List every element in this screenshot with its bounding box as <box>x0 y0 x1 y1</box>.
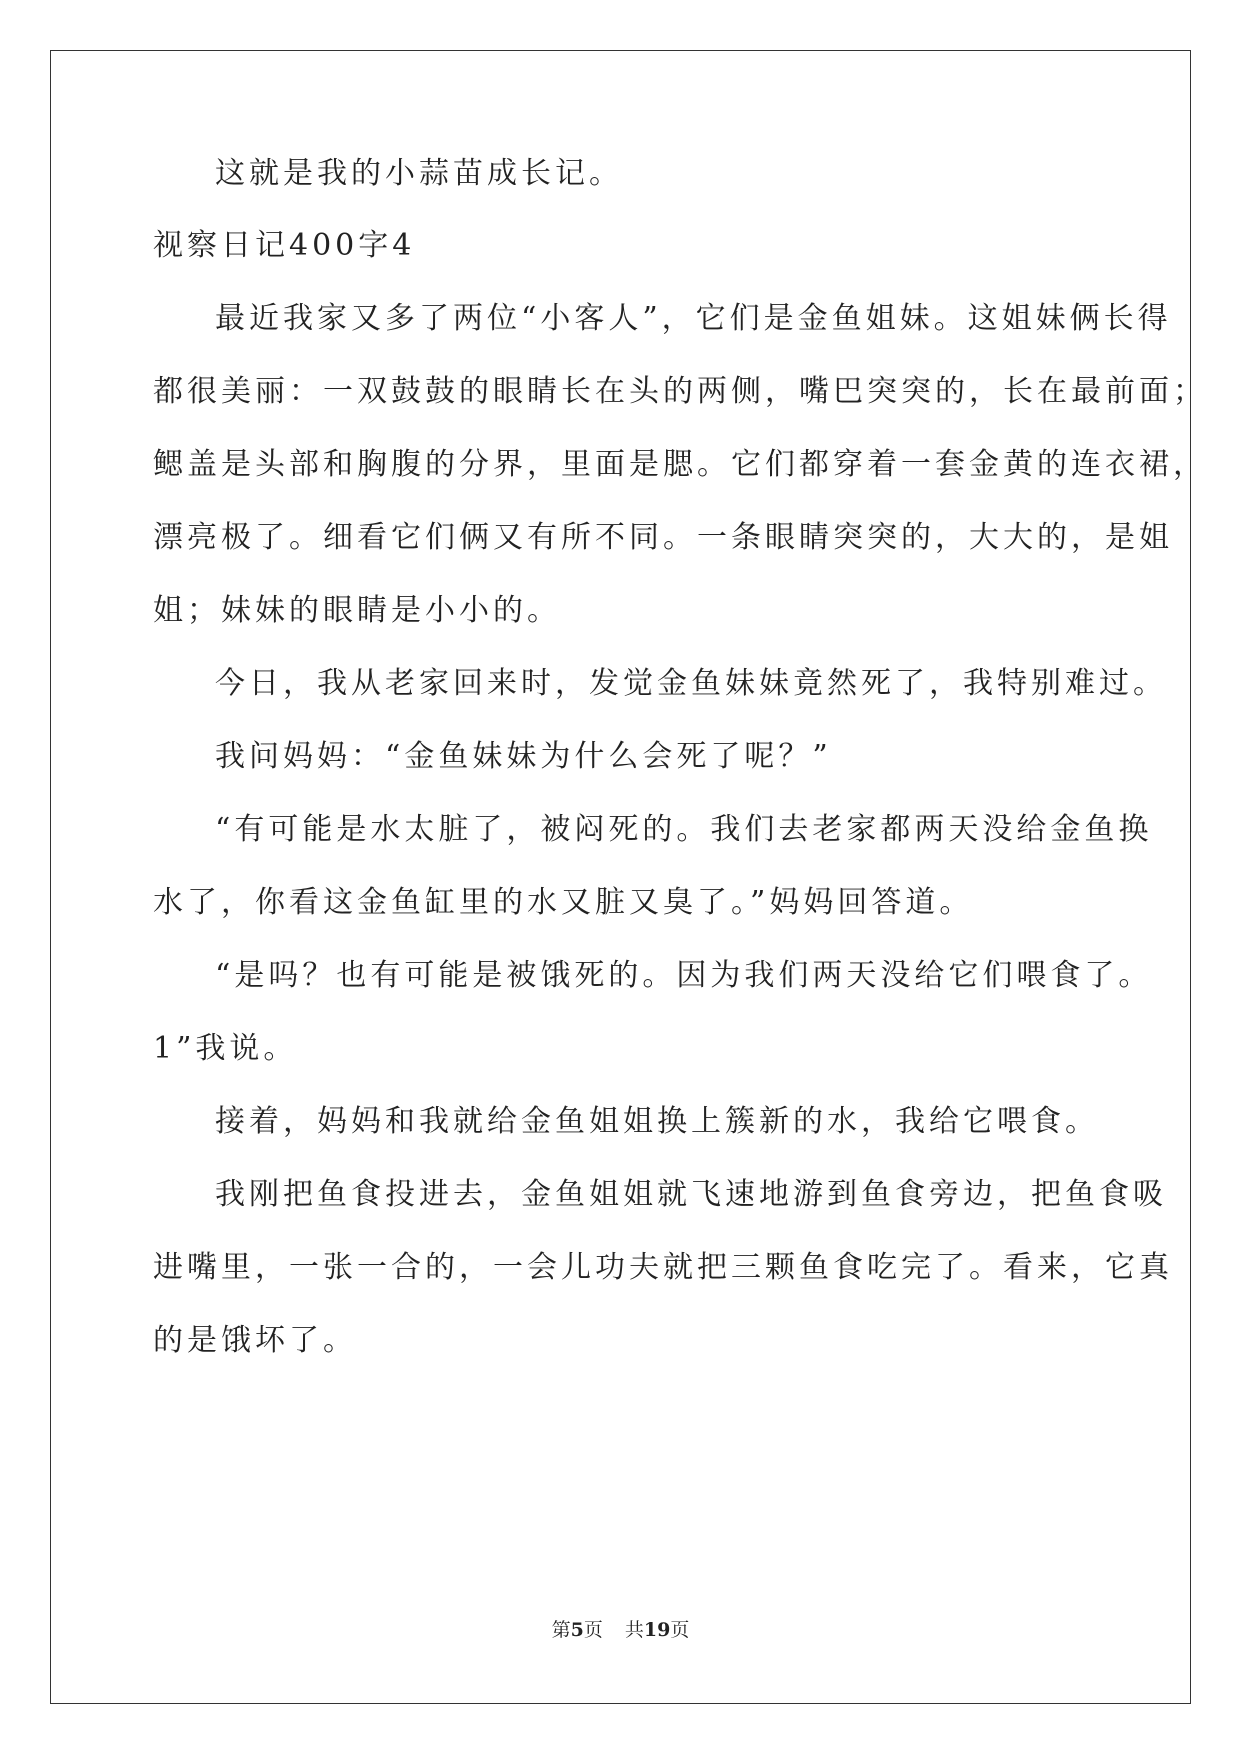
paragraph-line: 接着，妈妈和我就给金鱼姐姐换上簇新的水，我给它喂食。 <box>215 1104 1099 1139</box>
paragraph-line: 这就是我的小蒜苗成长记。 <box>215 156 623 191</box>
total-pages: 19 <box>643 1619 671 1641</box>
paragraph-line: 鳃盖是头部和胸腹的分界，里面是腮。它们都穿着一套金黄的连衣裙， <box>153 447 1207 482</box>
paragraph-line: 进嘴里，一张一合的，一会儿功夫就把三颗鱼食吃完了。看来，它真 <box>153 1250 1173 1285</box>
paragraph-line: 我刚把鱼食投进去，金鱼姐姐就飞速地游到鱼食旁边，把鱼食吸 <box>215 1177 1167 1212</box>
paragraph-line: 今日，我从老家回来时，发觉金鱼妹妹竟然死了，我特别难过。 <box>215 666 1167 701</box>
paragraph-line: 都很美丽：一双鼓鼓的眼睛长在头的两侧，嘴巴突突的，长在最前面； <box>153 374 1207 409</box>
paragraph-line: “有可能是水太脏了，被闷死的。我们去老家都两天没给金鱼换 <box>215 812 1153 847</box>
paragraph-line: 我问妈妈：“金鱼妹妹为什么会死了呢？” <box>215 739 832 774</box>
paragraph-line: 最近我家又多了两位“小客人”，它们是金鱼姐妹。这姐妹俩长得 <box>215 301 1172 336</box>
total-suffix: 页 <box>670 1619 690 1641</box>
page-number: 5 <box>570 1619 584 1641</box>
page-suffix: 页 <box>583 1619 603 1641</box>
paragraph-line: 1”我说。 <box>153 1031 298 1066</box>
total-prefix: 共 <box>624 1619 644 1641</box>
paragraph-line: “是吗？也有可能是被饿死的。因为我们两天没给它们喂食了。 <box>215 958 1153 993</box>
paragraph-line: 姐；妹妹的眼睛是小小的。 <box>153 593 561 628</box>
paragraph-line: 的是饿坏了。 <box>153 1323 357 1358</box>
paragraph-line: 漂亮极了。细看它们俩又有所不同。一条眼睛突突的，大大的，是姐 <box>153 520 1173 555</box>
page-footer <box>0 1618 1241 1642</box>
paragraph-line: 水了，你看这金鱼缸里的水又脏又臭了。”妈妈回答道。 <box>153 885 974 920</box>
section-heading: 视察日记400字4 <box>153 228 416 263</box>
page-prefix: 第 <box>551 1619 571 1641</box>
